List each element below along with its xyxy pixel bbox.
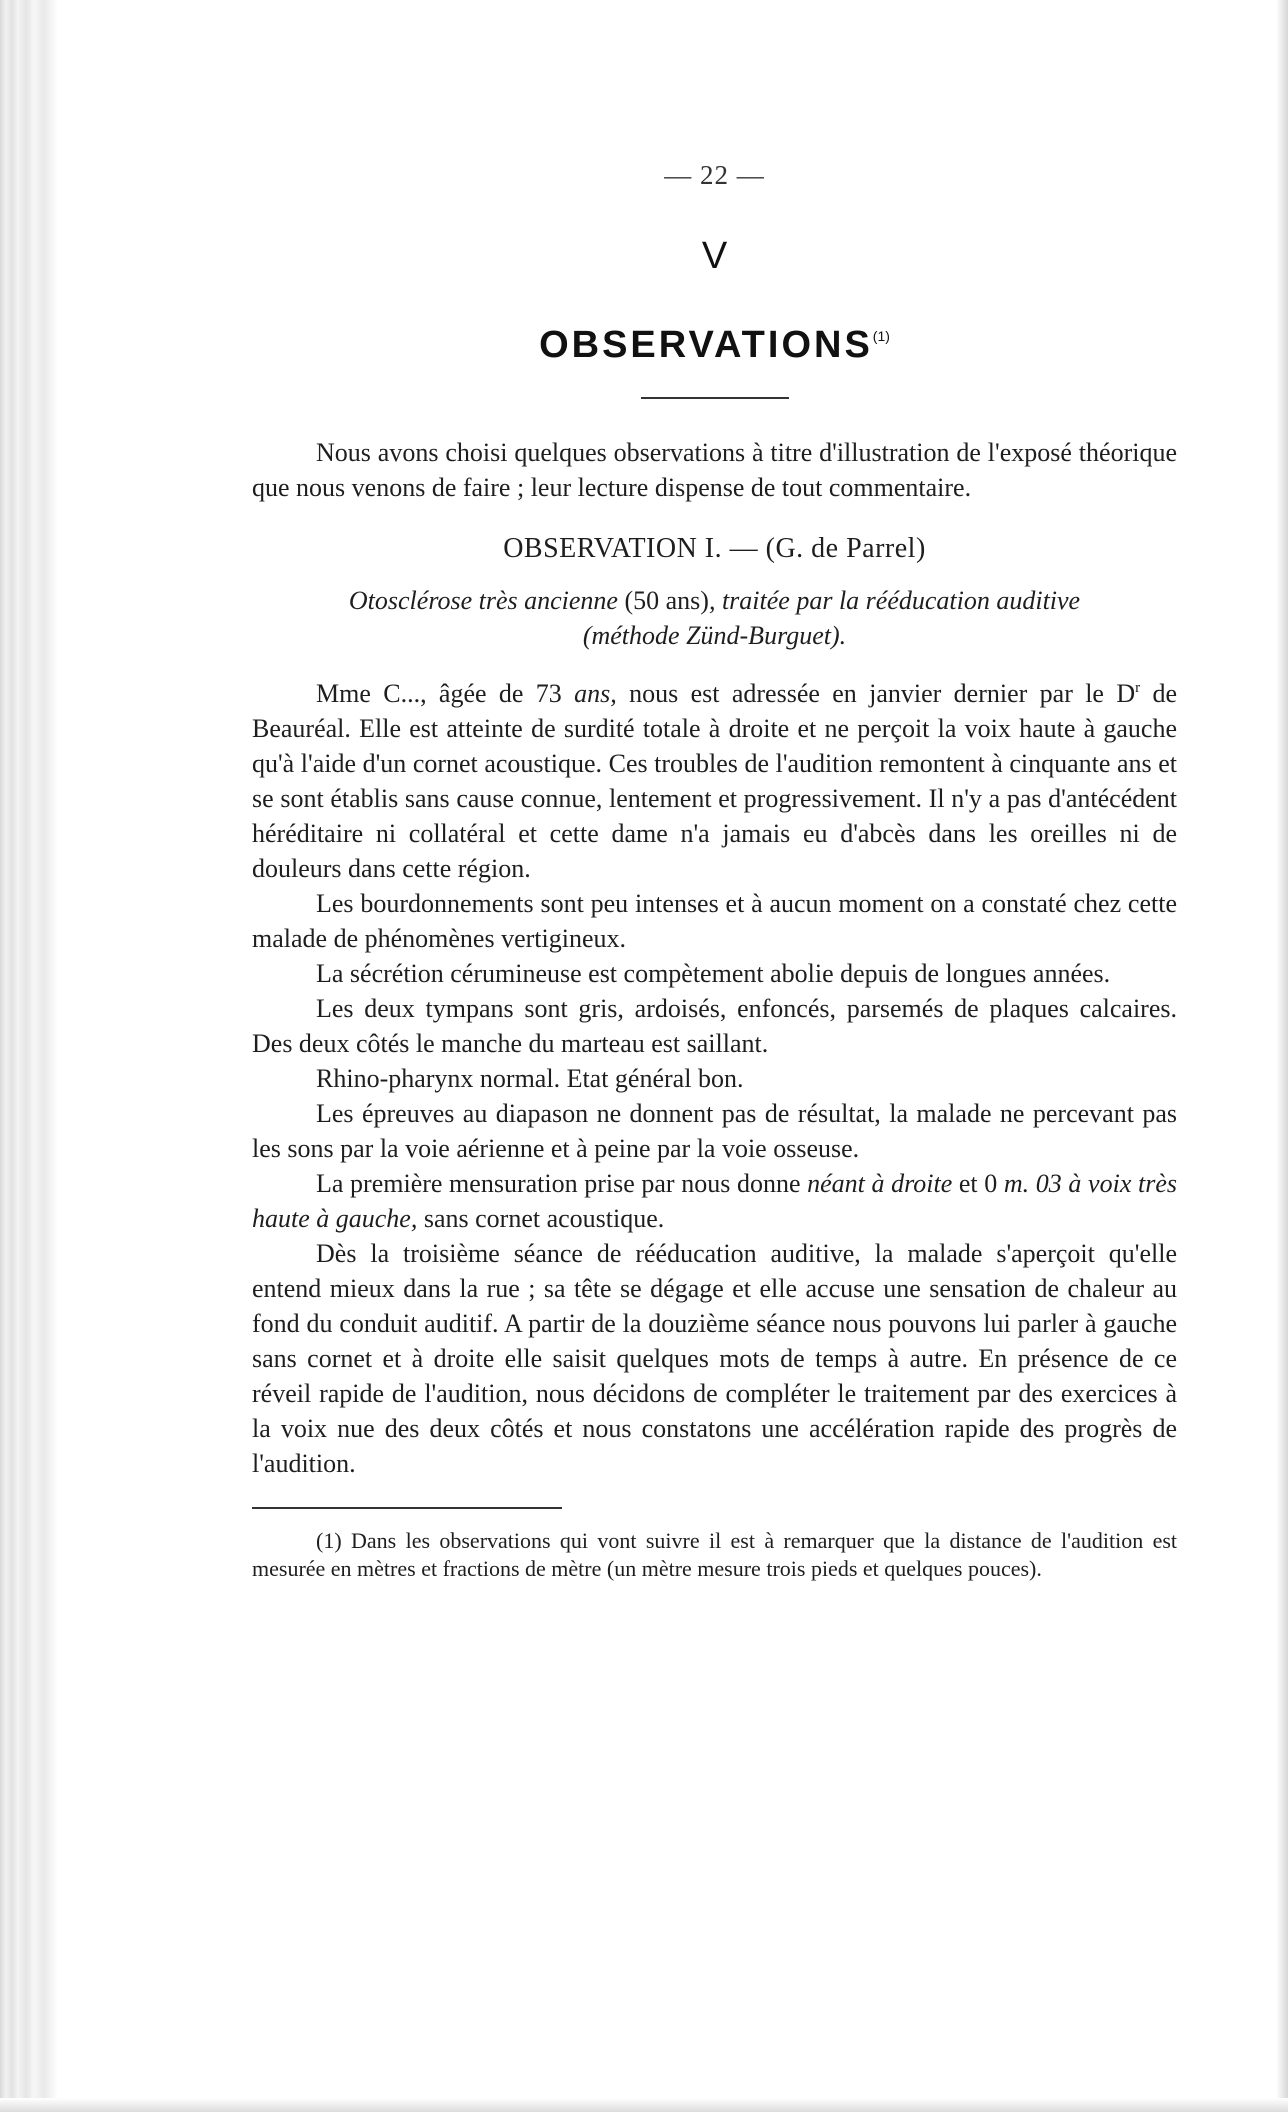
- footnote-text: Dans les observations qui vont suivre il est à remarquer que la distance de l'audition est mesurée en mètres et fractions de mètre (un mètre mesure trois pieds et quelques pouces).: [252, 1528, 1178, 1581]
- paragraph-cerumen: La sécrétion cérumineuse est compètement abolie depuis de longues années.: [316, 959, 1111, 988]
- text-run: nous est adressée en janvier dernier par le D: [629, 679, 1136, 708]
- text-run: et 0: [958, 1169, 998, 1198]
- text-run-italic: m. 03 à voix très haute à gauche,: [252, 1169, 1177, 1233]
- paragraph-tuning-fork: Les épreuves au diapason ne donnent pas de résultat, la malade ne percevant pas les sons par la voie aérienne et à peine par la voie osseuse.: [252, 1099, 1177, 1163]
- chapter-number: V: [701, 235, 728, 277]
- observation-heading: OBSERVATION I. — (G. de Parrel): [503, 533, 926, 564]
- observation-subtitle: [252, 583, 1177, 653]
- subtitle-duration: (50 ans): [624, 586, 709, 615]
- intro-paragraph: Nous avons choisi quelques observations à titre d'illustration de l'exposé théorique que nous venons de faire ; leur lecture dispense de tout commentaire.: [252, 438, 1177, 502]
- subtitle-method: (méthode Zünd-Burguet).: [582, 621, 847, 650]
- text-run: de Beauréal. Elle est atteinte de surdité totale à droite et ne perçoit la voix haute à gauche qu'à l'aide d'un cornet acoustique. Ces troubles de l'audition remontent à cinquante ans et se sont établis sans cause connue, lentement et progressivement. Il n'y a pas d'antécédent héréditaire ni collatéral et cette dame n'a jamais eu d'abcès dans les oreilles ni de douleurs dans cette région.: [252, 679, 1178, 883]
- page-number: — 22 —: [664, 160, 765, 190]
- text-run-italic: néant à droite: [807, 1169, 953, 1198]
- text-block: [252, 160, 1177, 1583]
- subtitle-part: , traitée par la rééducation auditive: [708, 586, 1081, 615]
- title-divider: [641, 397, 789, 399]
- page-bottom-edge: [0, 2098, 1288, 2112]
- paragraph-rhinopharynx: Rhino-pharynx normal. Etat général bon.: [316, 1064, 744, 1093]
- paragraph-progress: Dès la troisième séance de rééducation auditive, la malade s'aperçoit qu'elle entend mieux dans la rue ; sa tête se dégage et elle accuse une sensation de chaleur au fond du conduit auditif. A partir de la douzième séance nous pouvons lui parler à gauche sans cornet et à droite elle saisit quelques mots de temps à autre. En présence de ce réveil rapide de l'audition, nous décidons de compléter le traitement par des exercices à la voix nue des deux côtés et nous constatons une accélération rapide des progrès de l'audition.: [252, 1239, 1177, 1478]
- text-run: La première mensuration prise par nous donne: [316, 1169, 801, 1198]
- paragraph-measurement: [252, 1166, 1177, 1236]
- paragraph-patient-history: [252, 671, 1177, 886]
- superscript: r: [1135, 680, 1141, 696]
- chapter-title-text: OBSERVATIONS: [539, 324, 873, 366]
- footnote-mark: (1): [316, 1528, 342, 1553]
- paragraph-tympans: Les deux tympans sont gris, ardoisés, enfoncés, parsemés de plaques calcaires. Des deux côtés le manche du marteau est saillant.: [252, 994, 1177, 1058]
- text-run: sans cornet acoustique.: [423, 1204, 665, 1233]
- page-right-edge: [1276, 0, 1288, 2112]
- subtitle-part: Otosclérose très ancienne: [348, 586, 618, 615]
- footnote-divider: [252, 1507, 562, 1509]
- text-run: Mme C..., âgée de 73: [316, 679, 562, 708]
- text-run-italic: ans,: [574, 679, 617, 708]
- chapter-title: [252, 324, 1177, 367]
- paragraph-tinnitus: Les bourdonnements sont peu intenses et à aucun moment on a constaté chez cette malade de phénomènes vertigineux.: [252, 889, 1177, 953]
- page-stack-edge: [0, 0, 58, 2112]
- footnote: [252, 1527, 1177, 1583]
- footnote-reference[interactable]: (1): [872, 328, 890, 344]
